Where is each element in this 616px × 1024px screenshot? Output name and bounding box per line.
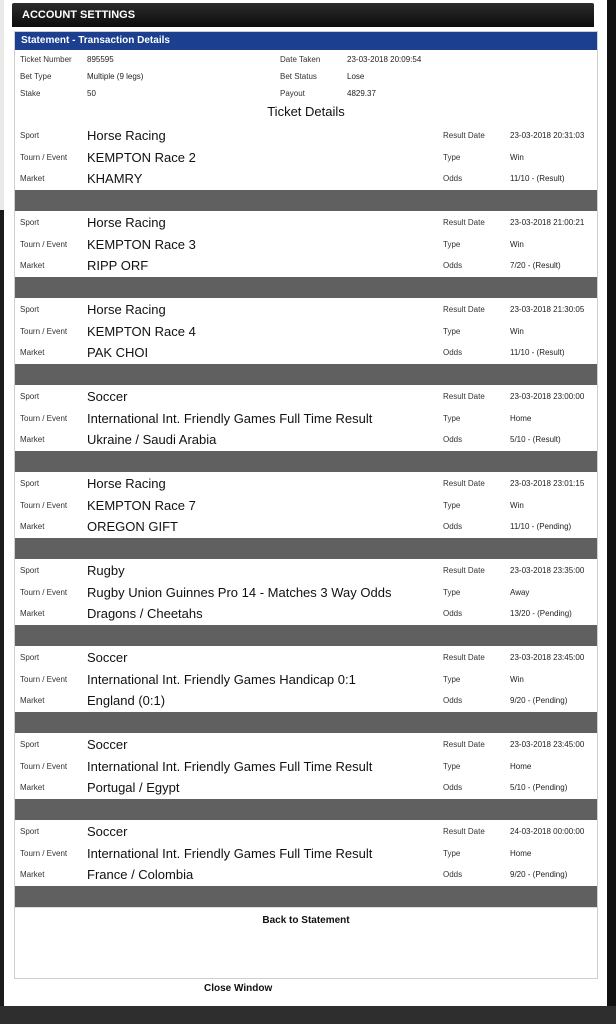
ticket-summary	[15, 50, 597, 102]
tourn-label: Tourn / Event	[20, 413, 68, 423]
odds-label: Odds	[443, 783, 463, 792]
odds-value: 5/10 - (Result)	[510, 435, 561, 444]
sport-value: Horse Racing	[87, 128, 166, 143]
event-row	[15, 495, 597, 516]
type-value: Away	[510, 587, 530, 597]
event-row	[15, 756, 597, 777]
tourn-value: KEMPTON Race 4	[87, 323, 196, 339]
popup-shadow	[607, 0, 616, 1006]
event-row	[15, 734, 597, 755]
result-date-value: 23-03-2018 23:00:00	[510, 392, 585, 401]
result-date-label: Result Date	[443, 131, 485, 140]
type-value: Win	[510, 239, 524, 249]
transaction-details-window	[4, 0, 607, 1006]
event-block	[15, 733, 597, 799]
panel-title: Statement - Transaction Details	[15, 32, 597, 50]
sport-value: Soccer	[87, 650, 128, 665]
event-row	[15, 669, 597, 690]
event-separator	[15, 886, 597, 907]
market-label: Market	[20, 870, 45, 879]
tourn-value: International Int. Friendly Games Full Time Result	[87, 845, 373, 861]
event-block	[15, 646, 597, 712]
sport-label: Sport	[20, 218, 40, 227]
result-date-value: 23-03-2018 23:45:00	[510, 740, 585, 749]
type-label: Type	[443, 500, 461, 510]
sport-value: Soccer	[87, 737, 128, 752]
odds-label: Odds	[443, 435, 463, 444]
sport-value: Soccer	[87, 389, 128, 404]
event-row	[15, 473, 597, 494]
event-block	[15, 559, 597, 625]
sport-label: Sport	[20, 740, 40, 749]
market-value: PAK CHOI	[87, 345, 149, 360]
payout-value: 4829.37	[347, 89, 376, 98]
bet-type-value: Multiple (9 legs)	[87, 72, 144, 81]
market-value: KHAMRY	[87, 171, 143, 186]
event-row	[15, 821, 597, 842]
tourn-value: KEMPTON Race 7	[87, 497, 196, 513]
sport-label: Sport	[20, 653, 40, 662]
result-date-value: 23-03-2018 23:45:00	[510, 653, 585, 662]
payout-label: Payout	[280, 89, 305, 98]
market-value: Dragons / Cheetahs	[87, 606, 203, 621]
market-label: Market	[20, 696, 45, 705]
type-label: Type	[443, 239, 461, 249]
event-block	[15, 298, 597, 364]
event-separator	[15, 799, 597, 820]
tourn-value: International Int. Friendly Games Full Time Result	[87, 758, 373, 774]
odds-value: 7/20 - (Result)	[510, 261, 561, 270]
back-to-statement-link[interactable]: Back to Statement	[15, 907, 597, 938]
ticket-number-value: 895595	[87, 55, 114, 64]
market-label: Market	[20, 348, 45, 357]
event-row	[15, 212, 597, 233]
tourn-label: Tourn / Event	[20, 587, 68, 597]
odds-label: Odds	[443, 522, 463, 531]
type-value: Win	[510, 500, 524, 510]
event-row	[15, 168, 597, 189]
statement-panel	[14, 31, 598, 979]
tourn-label: Tourn / Event	[20, 239, 68, 249]
type-label: Type	[443, 326, 461, 336]
tourn-value: Rugby Union Guinnes Pro 14 - Matches 3 Way Odds	[87, 584, 392, 600]
type-value: Win	[510, 152, 524, 162]
event-row	[15, 647, 597, 668]
close-window-link[interactable]: Close Window	[204, 983, 273, 994]
result-date-value: 23-03-2018 23:35:00	[510, 566, 585, 575]
ticket-number-label: Ticket Number	[20, 55, 72, 64]
type-label: Type	[443, 761, 461, 771]
sport-value: Horse Racing	[87, 476, 166, 491]
odds-value: 13/20 - (Pending)	[510, 609, 572, 618]
sport-label: Sport	[20, 566, 40, 575]
event-row	[15, 234, 597, 255]
tourn-label: Tourn / Event	[20, 326, 68, 336]
tourn-value: KEMPTON Race 3	[87, 236, 196, 252]
event-block	[15, 211, 597, 277]
sport-value: Soccer	[87, 824, 128, 839]
market-label: Market	[20, 783, 45, 792]
odds-label: Odds	[443, 696, 463, 705]
tourn-label: Tourn / Event	[20, 152, 68, 162]
tourn-label: Tourn / Event	[20, 500, 68, 510]
event-block	[15, 385, 597, 451]
event-row	[15, 864, 597, 885]
market-value: OREGON GIFT	[87, 519, 178, 534]
odds-value: 11/10 - (Pending)	[510, 522, 572, 531]
event-row	[15, 429, 597, 450]
event-row	[15, 560, 597, 581]
market-label: Market	[20, 522, 45, 531]
result-date-value: 24-03-2018 00:00:00	[510, 827, 585, 836]
odds-value: 9/20 - (Pending)	[510, 696, 568, 705]
event-separator	[15, 277, 597, 298]
odds-value: 11/10 - (Result)	[510, 174, 565, 183]
type-label: Type	[443, 413, 461, 423]
result-date-value: 23-03-2018 23:01:15	[510, 479, 585, 488]
sport-label: Sport	[20, 479, 40, 488]
event-row	[15, 386, 597, 407]
event-row	[15, 147, 597, 168]
result-date-label: Result Date	[443, 479, 485, 488]
odds-label: Odds	[443, 174, 463, 183]
bet-status-label: Bet Status	[280, 72, 317, 81]
type-value: Win	[510, 326, 524, 336]
tourn-value: KEMPTON Race 2	[87, 149, 196, 165]
event-row	[15, 342, 597, 363]
result-date-label: Result Date	[443, 218, 485, 227]
event-block	[15, 124, 597, 190]
event-separator	[15, 451, 597, 472]
type-label: Type	[443, 152, 461, 162]
odds-label: Odds	[443, 870, 463, 879]
background-footer-bar	[0, 1006, 616, 1024]
sport-value: Horse Racing	[87, 302, 166, 317]
event-row	[15, 321, 597, 342]
tourn-label: Tourn / Event	[20, 674, 68, 684]
odds-value: 5/10 - (Pending)	[510, 783, 568, 792]
market-label: Market	[20, 609, 45, 618]
odds-label: Odds	[443, 261, 463, 270]
result-date-label: Result Date	[443, 566, 485, 575]
event-row	[15, 582, 597, 603]
stake-value: 50	[87, 89, 96, 98]
sport-label: Sport	[20, 131, 40, 140]
odds-label: Odds	[443, 609, 463, 618]
market-value: Portugal / Egypt	[87, 780, 180, 795]
event-list	[15, 124, 597, 907]
market-value: Ukraine / Saudi Arabia	[87, 432, 217, 447]
type-value: Win	[510, 674, 524, 684]
result-date-label: Result Date	[443, 392, 485, 401]
event-row	[15, 299, 597, 320]
result-date-label: Result Date	[443, 740, 485, 749]
date-taken-label: Date Taken	[280, 55, 321, 64]
sport-label: Sport	[20, 392, 40, 401]
event-row	[15, 777, 597, 798]
event-row	[15, 843, 597, 864]
event-row	[15, 690, 597, 711]
type-value: Home	[510, 761, 532, 771]
sport-value: Horse Racing	[87, 215, 166, 230]
result-date-value: 23-03-2018 21:00:21	[510, 218, 585, 227]
tourn-label: Tourn / Event	[20, 761, 68, 771]
market-value: RIPP ORF	[87, 258, 149, 273]
ticket-details-heading: Ticket Details	[267, 104, 345, 119]
odds-value: 9/20 - (Pending)	[510, 870, 568, 879]
event-separator	[15, 538, 597, 559]
account-settings-header: ACCOUNT SETTINGS	[12, 3, 594, 27]
type-label: Type	[443, 587, 461, 597]
event-row	[15, 408, 597, 429]
sport-label: Sport	[20, 305, 40, 314]
type-value: Home	[510, 413, 532, 423]
type-value: Home	[510, 848, 532, 858]
event-row	[15, 516, 597, 537]
stake-label: Stake	[20, 89, 41, 98]
event-block	[15, 820, 597, 886]
odds-label: Odds	[443, 348, 463, 357]
result-date-value: 23-03-2018 21:30:05	[510, 305, 585, 314]
tourn-label: Tourn / Event	[20, 848, 68, 858]
market-label: Market	[20, 174, 45, 183]
market-value: France / Colombia	[87, 867, 194, 882]
type-label: Type	[443, 674, 461, 684]
result-date-label: Result Date	[443, 827, 485, 836]
date-taken-value: 23-03-2018 20:09:54	[347, 55, 422, 64]
market-label: Market	[20, 435, 45, 444]
odds-value: 11/10 - (Result)	[510, 348, 565, 357]
event-separator	[15, 625, 597, 646]
result-date-label: Result Date	[443, 305, 485, 314]
event-separator	[15, 190, 597, 211]
result-date-label: Result Date	[443, 653, 485, 662]
tourn-value: International Int. Friendly Games Handicap 0:1	[87, 671, 356, 687]
bet-type-label: Bet Type	[20, 72, 52, 81]
sport-label: Sport	[20, 827, 40, 836]
type-label: Type	[443, 848, 461, 858]
tourn-value: International Int. Friendly Games Full Time Result	[87, 410, 373, 426]
event-row	[15, 603, 597, 624]
event-separator	[15, 364, 597, 385]
event-block	[15, 472, 597, 538]
bet-status-value: Lose	[347, 72, 365, 81]
event-row	[15, 125, 597, 146]
result-date-value: 23-03-2018 20:31:03	[510, 131, 585, 140]
event-separator	[15, 712, 597, 733]
sport-value: Rugby	[87, 563, 125, 578]
event-row	[15, 255, 597, 276]
market-value: England (0:1)	[87, 693, 166, 708]
market-label: Market	[20, 261, 45, 270]
